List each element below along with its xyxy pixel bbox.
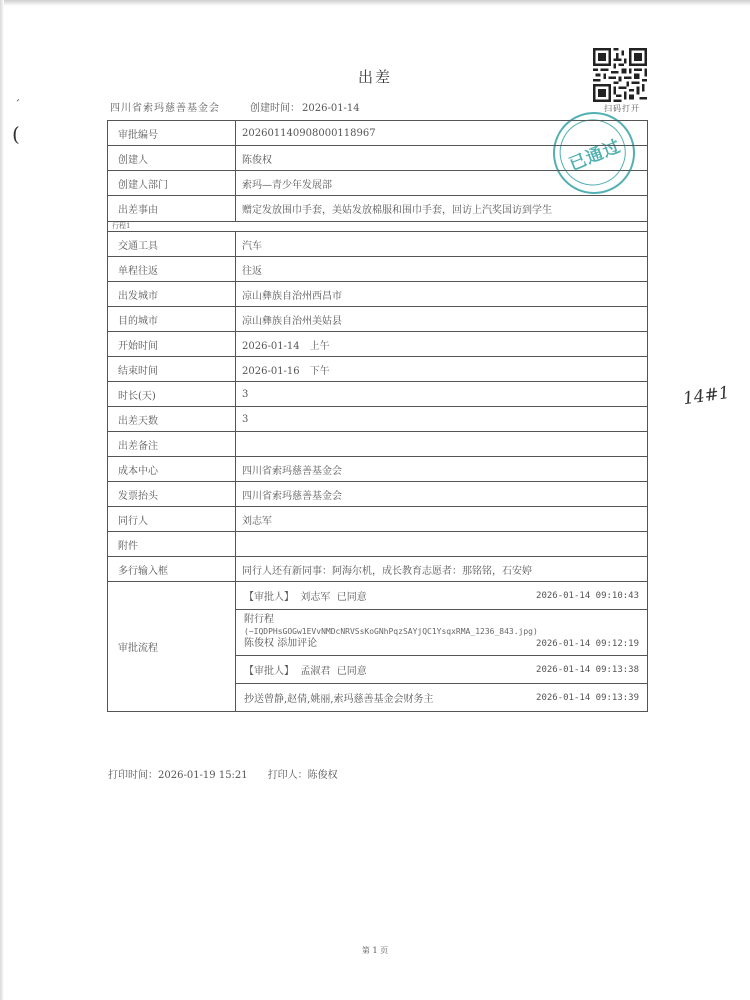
comment-action: 添加评论 (277, 638, 318, 649)
scan-mark: ( (12, 122, 20, 146)
approval-flow-row (108, 582, 648, 712)
table-row (108, 407, 648, 432)
comment-author-action (244, 638, 317, 650)
page-number: 第 1 页 (361, 946, 389, 955)
page-title: 出差 (357, 68, 392, 86)
approver-name: 孟淑君 (300, 666, 331, 677)
field-label: 时长(天) (108, 382, 236, 407)
comment-title: 附行程 (244, 614, 274, 625)
table-row (108, 307, 648, 332)
flow-time: 2026-01-14 09:10:43 (536, 590, 639, 601)
field-value: 2026-01-16 下午 (236, 357, 648, 382)
table-row (108, 146, 648, 171)
field-label: 单程往返 (108, 257, 236, 282)
flow-time: 2026-01-14 09:12:19 (536, 639, 639, 649)
approval-status: 已同意 (336, 666, 367, 677)
field-label: 创建人 (108, 146, 236, 171)
created-time (248, 99, 360, 114)
field-label: 结束时间 (108, 357, 236, 382)
flow-step-info (244, 588, 367, 603)
handwritten-note: 14#1 (681, 382, 731, 410)
field-label: 开始时间 (108, 332, 236, 357)
flow-time: 2026-01-14 09:13:39 (536, 692, 639, 703)
field-value: 凉山彝族自治州西昌市 (236, 282, 648, 307)
field-label: 同行人 (108, 507, 236, 532)
field-value: 赠定发放围巾手套，美姑发放棉服和围巾手套，回访上汽奖国访到学生 (236, 196, 648, 222)
print-info (108, 766, 338, 781)
approver-name: 刘志军 (300, 592, 331, 603)
table-row (108, 532, 648, 557)
field-label: 附件 (108, 532, 236, 557)
flow-step (236, 656, 647, 684)
table-row (108, 382, 648, 407)
created-value: 2026-01-14 (302, 103, 360, 114)
field-value: 3 (236, 382, 648, 407)
field-value: 2026-01-14 上午 (236, 332, 648, 357)
field-value (236, 532, 648, 557)
comment-meta (244, 638, 639, 650)
table-row (108, 232, 648, 257)
table-row (108, 432, 648, 457)
table-row (108, 482, 648, 507)
field-value: 汽车 (236, 232, 648, 257)
scan-mark: ′ (14, 96, 20, 112)
approver-tag: 【审批人】 (244, 666, 294, 677)
field-label: 成本中心 (108, 457, 236, 482)
table-row (108, 257, 648, 282)
field-label: 审批流程 (108, 582, 236, 712)
attachment-name: (~IQDPHsGOGw1EVvNMDcNRVSsKoGNhPqzSAYjQC1YsqxRMA_1236_843.jpg) (244, 627, 538, 636)
flow-step (236, 582, 647, 610)
flow-time: 2026-01-14 09:13:38 (536, 664, 639, 675)
table-row (108, 457, 648, 482)
printer-name: 陈俊权 (307, 770, 338, 781)
field-label: 创建人部门 (108, 171, 236, 196)
approval-status: 已同意 (336, 592, 367, 603)
table-row (108, 196, 648, 222)
approval-form-table (107, 120, 648, 712)
field-value: 3 (236, 407, 648, 432)
table-row (108, 171, 648, 196)
table-row (108, 282, 648, 307)
table-row (108, 121, 648, 146)
cc-text: 抄送曾静,赵倩,姚丽,索玛慈善基金会财务主 (244, 694, 434, 705)
field-label: 出差天数 (108, 407, 236, 432)
created-label: 创建时间： (250, 103, 300, 114)
field-label: 目的城市 (108, 307, 236, 332)
field-label: 多行输入框 (108, 557, 236, 582)
field-label: 交通工具 (108, 232, 236, 257)
section-label: 行程1 (108, 222, 648, 232)
field-value: 刘志军 (236, 507, 648, 532)
field-label: 出差备注 (108, 432, 236, 457)
flow-cc (236, 684, 647, 711)
table-row (108, 357, 648, 382)
scan-edge (0, 0, 4, 1000)
field-value: 凉山彝族自治州美姑县 (236, 307, 648, 332)
table-row (108, 507, 648, 532)
field-value: 索玛—青少年发展部 (236, 171, 648, 196)
field-value: 四川省索玛慈善基金会 (236, 482, 648, 507)
qr-label: 扫码打开 (604, 104, 640, 113)
section-row (108, 222, 648, 232)
field-label: 出发城市 (108, 282, 236, 307)
field-value: 202601140908000118967 (236, 121, 648, 146)
print-time-label: 打印时间： (108, 770, 158, 781)
field-value: 往返 (236, 257, 648, 282)
flow-comment (236, 610, 647, 656)
approval-flow (236, 582, 648, 712)
print-time: 2026-01-19 15:21 (158, 770, 248, 781)
field-value: 同行人还有新同事：阿海尔机，成长教育志愿者：那铭铭，石安婷 (236, 557, 648, 582)
table-row (108, 557, 648, 582)
field-value: 陈俊权 (236, 146, 648, 171)
field-label: 审批编号 (108, 121, 236, 146)
field-value: 四川省索玛慈善基金会 (236, 457, 648, 482)
flow-step-info (244, 662, 367, 677)
comment-author: 陈俊权 (244, 638, 274, 649)
field-label: 发票抬头 (108, 482, 236, 507)
printer-label: 打印人： (267, 770, 308, 781)
table-row (108, 332, 648, 357)
approver-tag: 【审批人】 (244, 592, 294, 603)
field-label: 出差事由 (108, 196, 236, 222)
org-name: 四川省索玛慈善基金会 (110, 103, 220, 114)
field-value (236, 432, 648, 457)
scan-edge (0, 0, 750, 6)
qr-code-icon (593, 48, 647, 102)
stamp-text: 已通过 (566, 135, 624, 175)
